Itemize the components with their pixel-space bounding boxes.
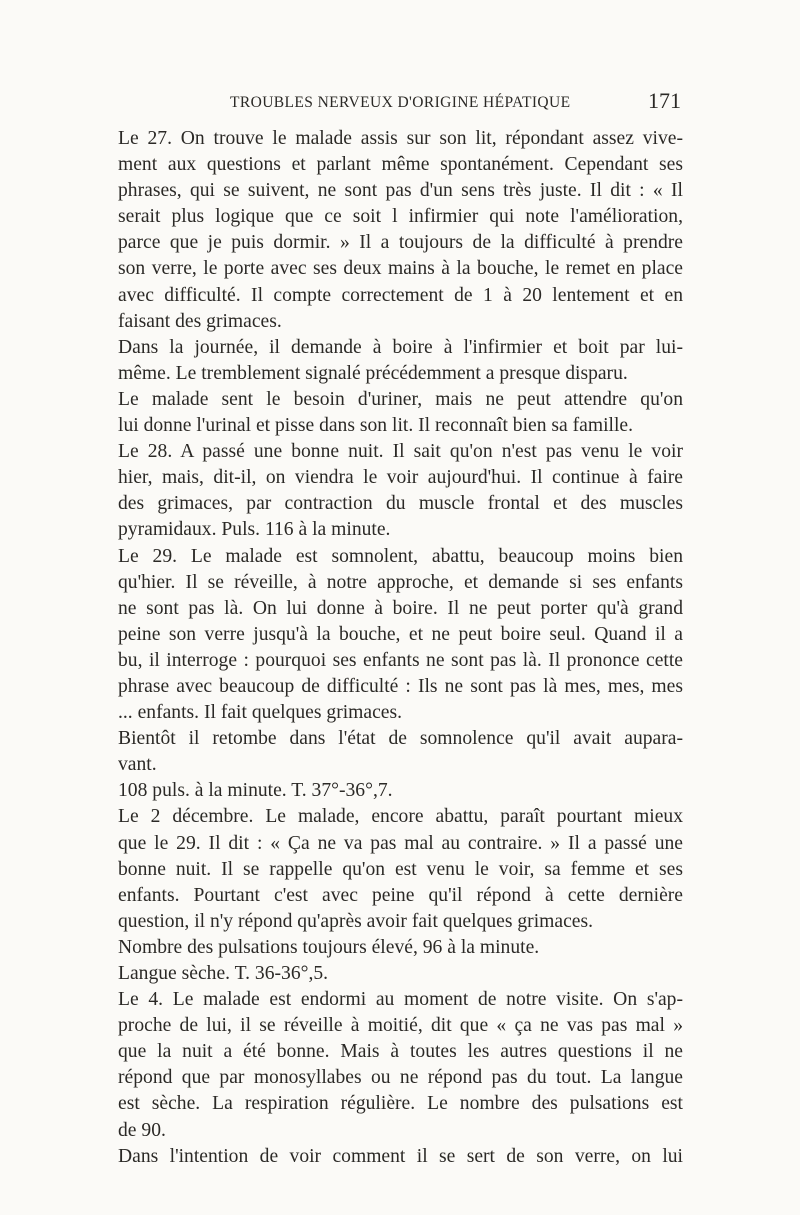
- text-line: des grimaces, par contraction du muscle frontal et des muscles: [118, 493, 683, 515]
- text-line: Le 29. Le malade est somnolent, abattu, beaucoup moins bien: [118, 545, 683, 567]
- text-line: ment aux questions et parlant même spontanément. Cependant ses: [118, 154, 683, 176]
- text-line: Le 27. On trouve le malade assis sur son lit, répondant assez vive-: [118, 128, 683, 149]
- text-line: Dans l'intention de voir comment il se sert de son verre, on lui: [118, 1145, 683, 1167]
- text-line: bu, il interroge : pourquoi ses enfants ne sont pas là. Il prononce cette: [118, 649, 683, 671]
- text-line: Le malade sent le besoin d'uriner, mais ne peut attendre qu'on: [118, 388, 683, 410]
- text-line: hier, mais, dit-il, on viendra le voir aujourd'hui. Il continue à faire: [118, 467, 683, 489]
- text-line: de 90.: [118, 1119, 166, 1141]
- text-line: ... enfants. Il fait quelques grimaces.: [118, 702, 403, 724]
- text-line: 108 puls. à la minute. T. 37°-36°,7.: [118, 780, 393, 802]
- text-line: faisant des grimaces.: [118, 310, 282, 332]
- text-line: Le 4. Le malade est endormi au moment de notre visite. On s'ap-: [118, 989, 683, 1011]
- text-line: bonne nuit. Il se rappelle qu'on est venu le voir, sa femme et ses: [118, 858, 683, 880]
- text-line: Langue sèche. T. 36-36°,5.: [118, 963, 329, 984]
- text-line: phrases, qui se suivent, ne sont pas d'un sens très juste. Il dit : « Il: [118, 180, 683, 202]
- text-line: lui donne l'urinal et pisse dans son lit. Il reconnaît bien sa famille.: [118, 415, 634, 437]
- text-line: Le 2 décembre. Le malade, encore abattu, paraît pourtant mieux: [118, 806, 683, 828]
- text-line: enfants. Pourtant c'est avec peine qu'il répond à cette dernière: [118, 884, 683, 906]
- text-line: Bientôt il retombe dans l'état de somnolence qu'il avait aupara-: [118, 728, 683, 750]
- text-line: est sèche. La respiration régulière. Le nombre des pulsations est: [118, 1093, 683, 1115]
- text-line: pyramidaux. Puls. 116 à la minute.: [118, 519, 391, 541]
- text-line: que la nuit a été bonne. Mais à toutes les autres questions il ne: [118, 1041, 683, 1063]
- text-line: vant.: [118, 754, 157, 776]
- text-line: même. Le tremblement signalé précédemment a presque disparu.: [118, 362, 628, 384]
- text-line: Dans la journée, il demande à boire à l'infirmier et boit par lui-: [118, 336, 683, 358]
- text-line: serait plus logique que ce soit l infirmier qui note l'amélioration,: [118, 206, 683, 228]
- text-line: phrase avec beaucoup de difficulté : Ils ne sont pas là mes, mes, mes: [118, 675, 683, 697]
- text-line: Le 28. A passé une bonne nuit. Il sait qu'on n'est pas venu le voir: [118, 441, 683, 463]
- page-number: 171: [648, 88, 681, 113]
- text-line: ne sont pas là. On lui donne à boire. Il ne peut porter qu'à grand: [118, 597, 683, 619]
- text-line: répond que par monosyllabes ou ne répond pas du tout. La langue: [118, 1067, 683, 1089]
- text-line: avec difficulté. Il compte correctement de 1 à 20 lentement et en: [118, 284, 683, 306]
- text-line: son verre, le porte avec ses deux mains à la bouche, le remet en place: [118, 258, 683, 280]
- page-header: [118, 90, 683, 120]
- running-head: TROUBLES NERVEUX D'ORIGINE HÉPATIQUE: [230, 94, 571, 111]
- text-line: peine son verre jusqu'à la bouche, et ne peut boire seul. Quand il a: [118, 623, 683, 645]
- text-line: proche de lui, il se réveille à moitié, dit que « ça ne vas pas mal »: [118, 1015, 683, 1037]
- text-line: question, il n'y répond qu'après avoir fait quelques grimaces.: [118, 910, 594, 932]
- text-line: parce que je puis dormir. » Il a toujours de la difficulté à prendre: [118, 232, 683, 254]
- text-line: Nombre des pulsations toujours élevé, 96 à la minute.: [118, 936, 540, 958]
- text-line: que le 29. Il dit : « Ça ne va pas mal au contraire. » Il a passé une: [118, 832, 683, 854]
- body-text: [118, 126, 683, 1170]
- text-line: qu'hier. Il se réveille, à notre approche, et demande si ses enfants: [118, 571, 683, 593]
